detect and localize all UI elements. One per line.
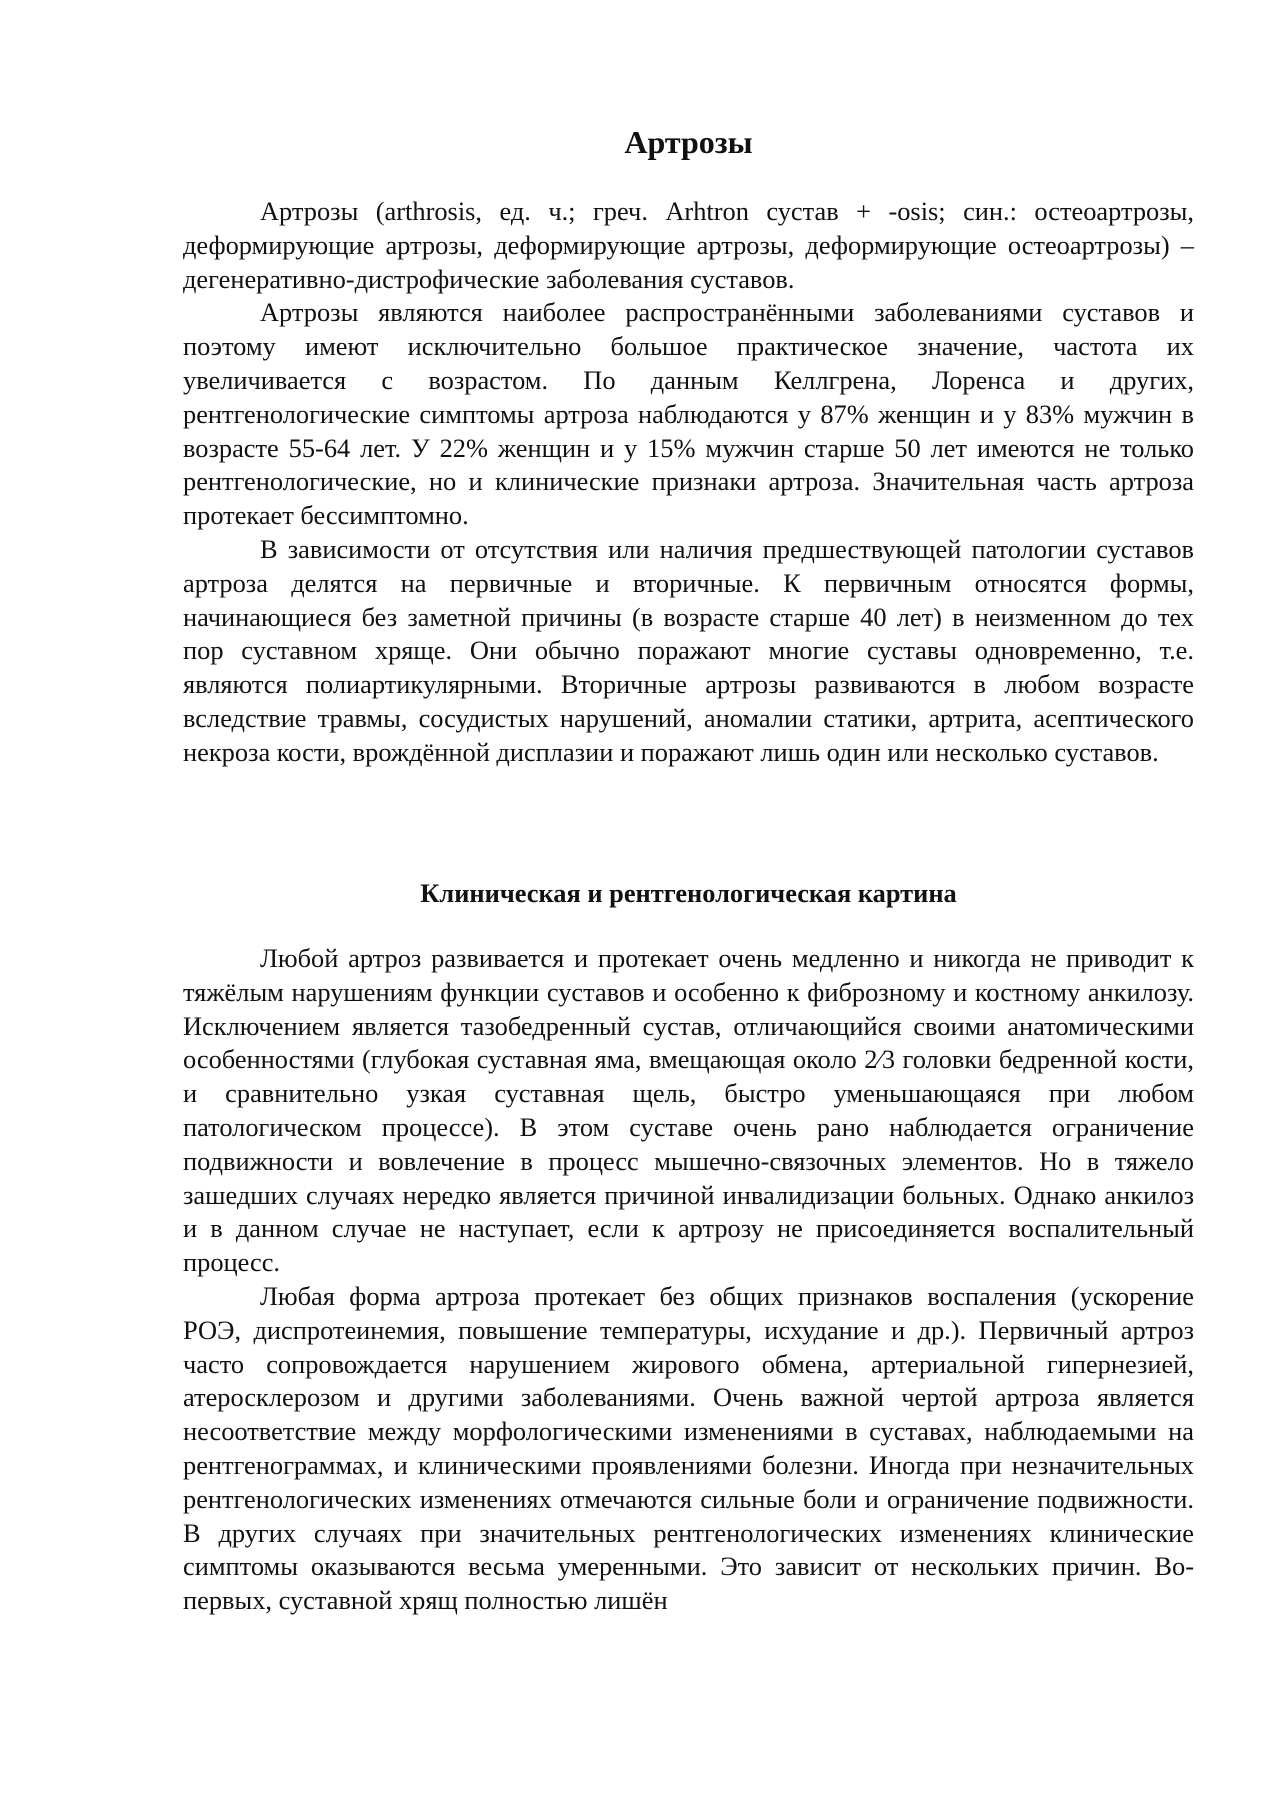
document-title: Артрозы <box>624 124 753 160</box>
paragraph: Артрозы являются наиболее распространёнными заболеваниями суставов и поэтому имеют исключительно большое практическое значение, частота их увеличивается с возрастом. По данным Келлгрена, Лоренса и других, рентгенологические симптомы артроза наблюдаются у 87% женщин и у 83% мужчин в возрасте 55-64 лет. У 22% женщин и у 15% мужчин старше 50 лет имеются не только рентгенологические, но и клинические признаки артроза. Значительная часть артроза протекает бессимптомно. <box>183 297 1194 531</box>
paragraph: Любая форма артроза протекает без общих признаков воспаления (ускорение РОЭ, диспротеинемия, повышение температуры, исхудание и др.). Первичный артроз часто сопровождается нарушением жирового обмена, артериальной гипернезией, атеросклерозом и другими заболеваниями. Очень важной чертой артроза является несоответствие между морфологическими изменениями в суставах, наблюдаемыми на рентгенограммах, и клиническими проявлениями болезни. Иногда при незначительных рентгенологических изменениях отмечаются сильные боли и ограничение подвижности. В других случаях при значительных рентгенологических изменениях клинические симптомы оказываются весьма умеренными. Это зависит от нескольких причин. Во-первых, суставной хрящ полностью лишён <box>183 1280 1194 1616</box>
section-heading: Клиническая и рентгенологическая картина <box>420 878 957 908</box>
paragraph: Артрозы (arthrosis, ед. ч.; греч. Arhtron сустав + -osis; син.: остеоартрозы, деформирующие артрозы, деформирующие артрозы, деформирующие остеоартрозы) – дегенеративно-дистрофические заболевания суставов. <box>183 196 1194 294</box>
clinical-section <box>183 942 1194 1618</box>
paragraph: В зависимости от отсутствия или наличия предшествующей патологии суставов артроза делятся на первичные и вторичные. К первичным относятся формы, начинающиеся без заметной причины (в возрасте старше 40 лет) в неизменном до тех пор суставном хряще. Они обычно поражают многие суставы одновременно, т.е. являются полиартикулярными. Вторичные артрозы развиваются в любом возрасте вследствие травмы, сосудистых нарушений, аномалии статики, артрита, асептического некроза кости, врождённой дисплазии и поражают лишь один или несколько суставов. <box>183 533 1194 767</box>
paragraph: Любой артроз развивается и протекает очень медленно и никогда не приводит к тяжёлым нарушениям функции суставов и особенно к фиброзному и костному анкилозу. Исключением является тазобедренный сустав, отличающийся своими анатомическими особенностями (глубокая суставная яма, вмещающая около 2⁄3 головки бедренной кости, и сравнительно узкая суставная щель, быстро уменьшающаяся при любом патологическом процессе). В этом суставе очень рано наблюдается ограничение подвижности и вовлечение в процесс мышечно-связочных элементов. Но в тяжело зашедших случаях нередко является причиной инвалидизации больных. Однако анкилоз и в данном случае не наступает, если к артрозу не присоединяется воспалительный процесс. <box>183 943 1194 1278</box>
intro-section <box>183 195 1194 770</box>
